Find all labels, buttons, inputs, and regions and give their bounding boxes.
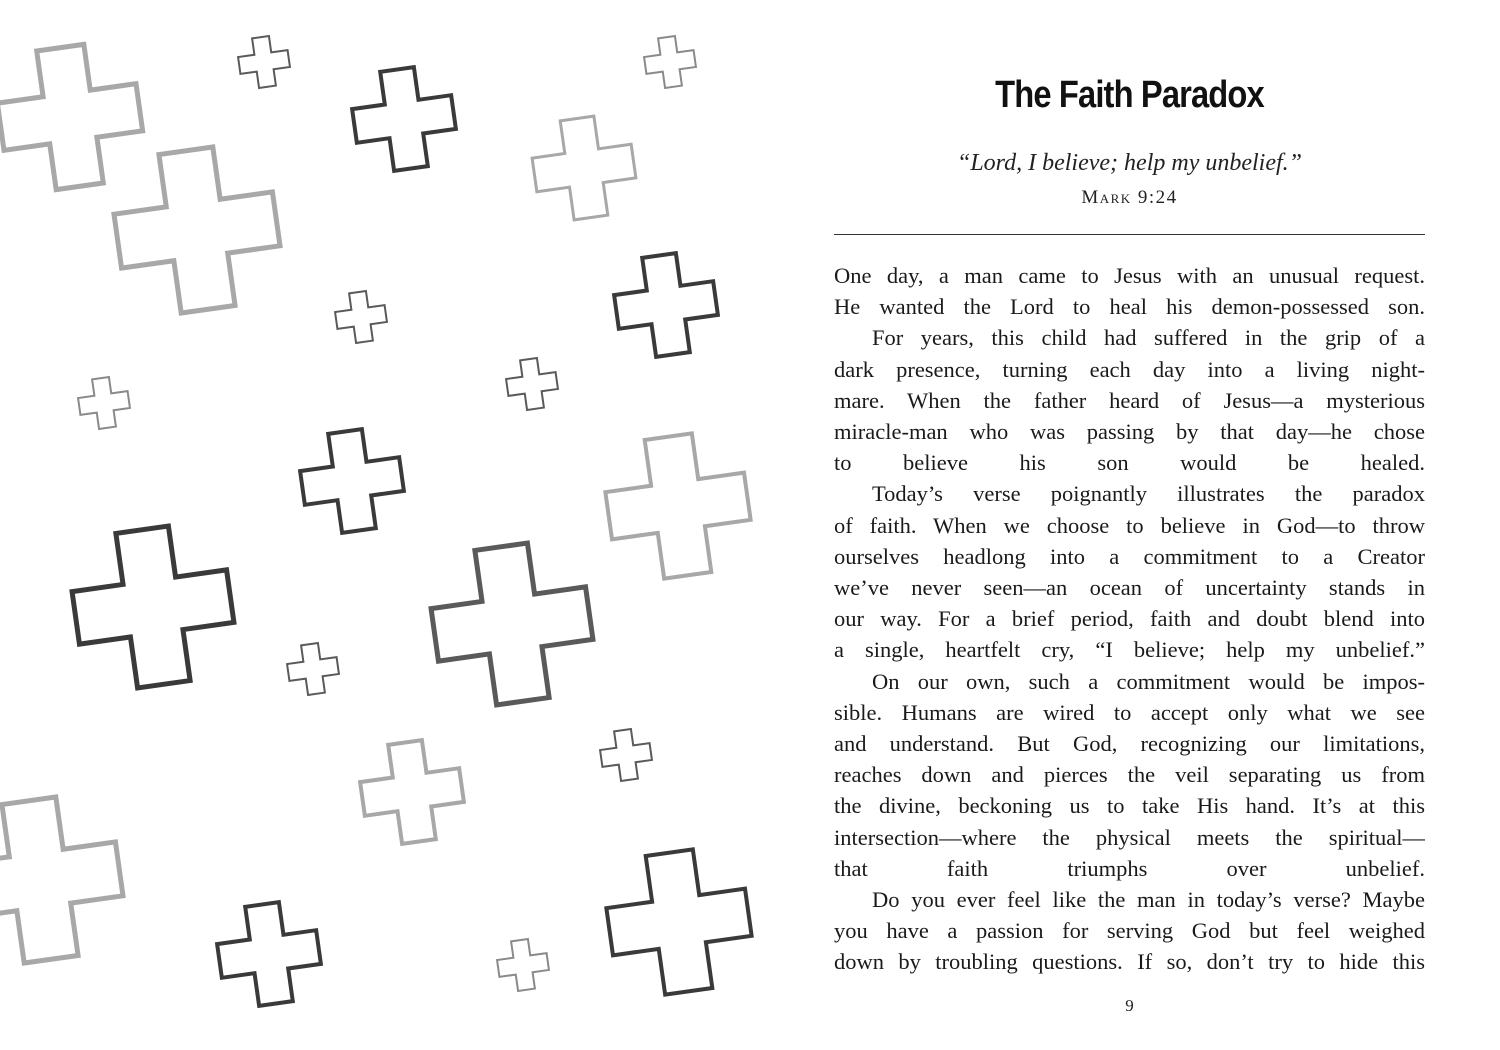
divider [834, 234, 1425, 235]
cross-outline-icon [599, 427, 757, 585]
cross-outline-icon [0, 790, 130, 971]
cross-outline-icon [213, 898, 326, 1011]
body-line: our way. For a brief period, faith and doubt blend into [834, 606, 1425, 632]
body-line: intersection—where the physical meets the spiritual— [834, 824, 1425, 850]
body-line: the divine, beckoning us to take His hand. It’s at this [834, 793, 1425, 819]
cross-outline-icon [65, 519, 241, 695]
cross-outline-icon [348, 63, 461, 176]
body-line: reaches down and pierces the veil separating us from [834, 762, 1425, 788]
cross-outline-icon [333, 289, 389, 345]
body-line: dark presence, turning each day into a living night- [834, 356, 1425, 382]
cross-outline-icon [504, 356, 560, 412]
cross-outline-icon [424, 536, 600, 712]
cross-outline-icon [107, 140, 288, 321]
body-line: He wanted the Lord to heal his demon-possessed son. [834, 294, 1425, 320]
body-line: On our own, such a commitment would be impos- [872, 668, 1425, 694]
page-title: The Faith Paradox [995, 74, 1264, 116]
body-text [834, 260, 1425, 978]
body-line: we’ve never seen—an ocean of uncertainty stands in [834, 575, 1425, 601]
scripture-quote: “Lord, I believe; help my unbelief.” [956, 150, 1303, 176]
body-line: mare. When the father heard of Jesus—a mysterious [834, 387, 1425, 413]
cross-outline-icon [642, 34, 698, 90]
body-line: you have a passion for serving God but feel weighed [834, 918, 1425, 944]
body-line: and understand. But God, recognizing our limitations, [834, 731, 1425, 757]
cross-outline-icon [296, 425, 409, 538]
body-line: Today’s verse poignantly illustrates the paradox [872, 481, 1425, 507]
cross-outline-icon [236, 34, 292, 90]
cross-outline-icon [610, 249, 723, 362]
cross-outline-icon [285, 641, 341, 697]
body-line: ourselves headlong into a commitment to a Creator [834, 543, 1425, 569]
cross-outline-icon [600, 843, 758, 1001]
scripture-reference: Mark 9:24 [1081, 187, 1178, 208]
body-line: that faith triumphs over unbelief. [834, 855, 1425, 881]
body-line: miracle-man who was passing by that day—he chose [834, 419, 1425, 445]
body-line: a single, heartfelt cry, “I believe; help my unbelief.” [834, 637, 1425, 663]
cross-outline-icon [598, 727, 654, 783]
body-line: Do you ever feel like the man in today’s verse? Maybe [872, 887, 1425, 913]
body-line: One day, a man came to Jesus with an unusual request. [834, 263, 1425, 288]
cross-outline-icon [495, 937, 551, 993]
cross-outline-icon [0, 38, 149, 196]
body-line: For years, this child had suffered in the grip of a [872, 325, 1425, 351]
page-number: 9 [1125, 996, 1134, 1015]
body-line: of faith. When we choose to believe in God—to throw [834, 512, 1425, 538]
body-line: to believe his son would be healed. [834, 450, 1425, 476]
cross-outline-icon [528, 112, 641, 225]
body-line: sible. Humans are wired to accept only what we see [834, 699, 1425, 725]
text-page [834, 0, 1425, 1050]
body-line: down by troubling questions. If so, don’t try to hide this [834, 949, 1425, 975]
cross-outline-icon [356, 736, 469, 849]
cross-outline-icon [76, 375, 132, 431]
